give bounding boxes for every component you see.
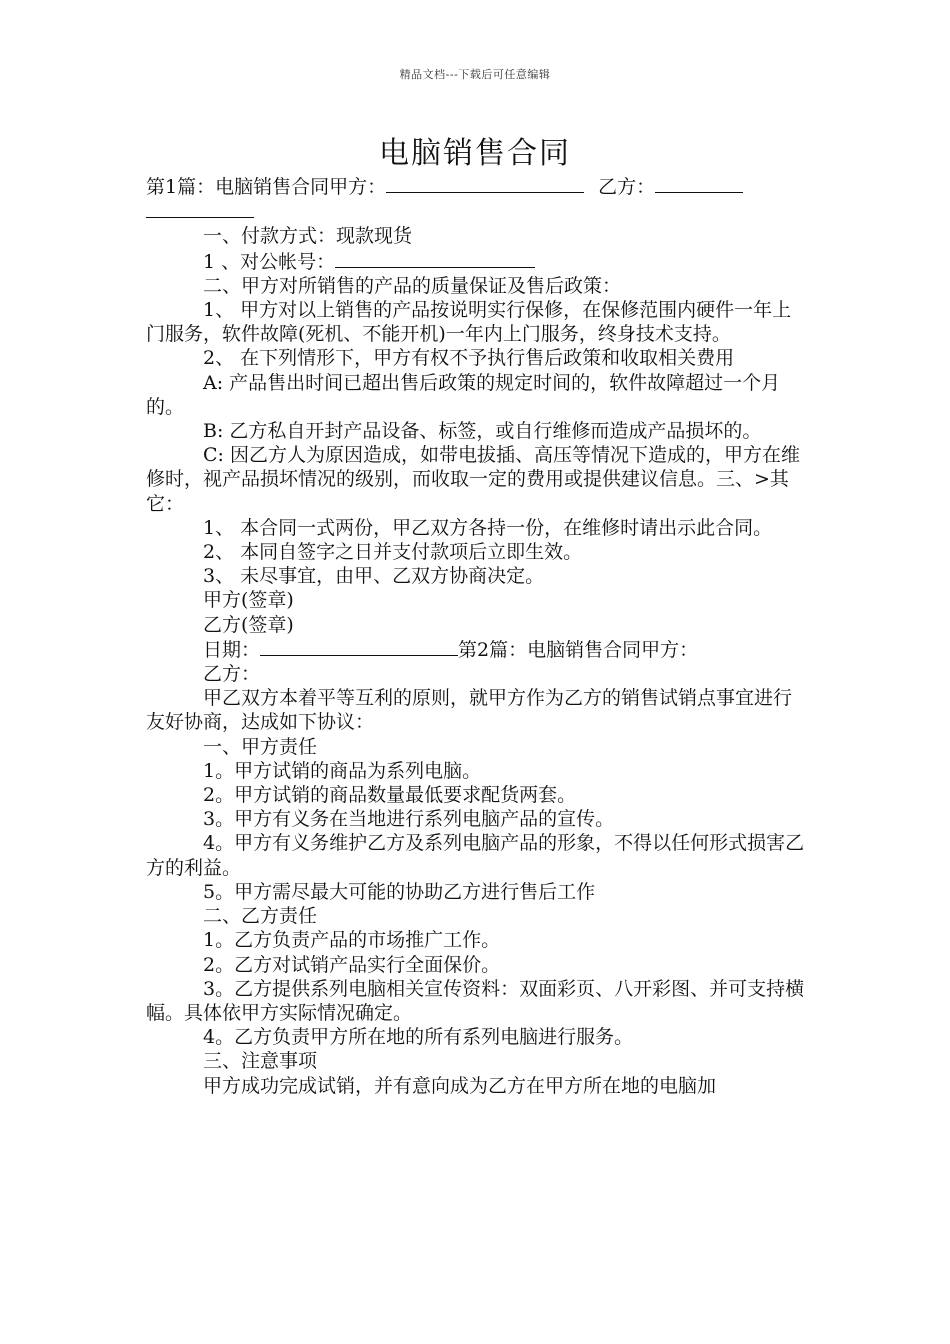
party-b-signature-line: 乙方(签章) [203, 613, 294, 636]
warranty-exception-c: C: 因乙方人为原因造成，如带电拔插、高压等情况下造成的，甲方在维修时，视产品损坏情况的级别，而收取一定的费用或提供建议信息。三、>其它： [146, 444, 800, 515]
paragraph-first-article-parties [146, 174, 810, 224]
party-b-duty-3: 3。乙方提供系列电脑相关宣传资料：双面彩页、八开彩图、并可支持横幅。具体依甲方实际情况确定。 [146, 977, 805, 1024]
bank-account-line [146, 249, 810, 274]
notes-heading: 三、注意事项 [203, 1050, 318, 1073]
other-clause-1: 1、 本合同一式两份，甲乙双方各持一份，在维修时请出示此合同。 [203, 516, 773, 539]
bank-account-blank-line [335, 249, 535, 268]
party-a-signature-line: 甲方(签章) [203, 589, 294, 612]
party-a-blank-line [386, 174, 584, 193]
warranty-clause-1: 1、 甲方对以上销售的产品按说明实行保修，在保修范围内硬件一年上门服务，软件故障(死机、不能开机)一年内上门服务，终身技术支持。 [146, 299, 792, 346]
other-clause-2: 2、 本同自签字之日并支付款项后立即生效。 [203, 541, 583, 564]
party-a-duties-heading: 一、甲方责任 [203, 735, 318, 758]
first-article-heading: 第1篇：电脑销售合同甲方： [146, 176, 387, 198]
party-b-blank-line [655, 174, 743, 193]
document-body [146, 174, 810, 1098]
payment-method-line: 一、付款方式：现款现货 [203, 225, 413, 248]
party-b-blank-line-continued [146, 199, 254, 218]
party-b-label: 乙方： [598, 176, 656, 198]
party-b-duties-heading: 二、乙方责任 [203, 905, 318, 928]
agreement-preamble: 甲乙双方本着平等互利的原则，就甲方作为乙方的销售试销点事宜进行友好协商，达成如下协议： [146, 687, 793, 734]
date-and-second-article-line [146, 637, 810, 662]
document-title: 电脑销售合同 [379, 136, 571, 171]
notes-paragraph: 甲方成功完成试销，并有意向成为乙方在甲方所在地的电脑加 [203, 1074, 717, 1097]
warranty-clause-2: 2、 在下列情形下，甲方有权不予执行售后政策和收取相关费用 [203, 347, 735, 370]
second-article-heading: 第2篇：电脑销售合同甲方： [458, 638, 699, 661]
party-a-duty-4: 4。甲方有义务维护乙方及系列电脑产品的形象，不得以任何形式损害乙方的利益。 [146, 832, 805, 879]
warranty-exception-b: B: 乙方私自开封产品设备、标签，或自行维修而造成产品损坏的。 [203, 420, 762, 443]
date-blank-line [260, 637, 458, 656]
party-a-duty-3: 3。甲方有义务在当地进行系列电脑产品的宣传。 [203, 808, 615, 831]
bank-account-label: 1 、对公帐号： [203, 250, 336, 273]
party-b-duty-4: 4。乙方负责甲方所在地的所有系列电脑进行服务。 [203, 1026, 634, 1049]
party-a-duty-1: 1。甲方试销的商品为系列电脑。 [203, 759, 482, 782]
party-a-duty-5: 5。甲方需尽最大可能的协助乙方进行售后工作 [203, 880, 596, 903]
party-b-duty-2: 2。乙方对试销产品实行全面保价。 [203, 953, 501, 976]
second-article-party-b: 乙方： [203, 663, 261, 686]
date-label: 日期： [203, 638, 261, 661]
party-b-duty-1: 1。乙方负责产品的市场推广工作。 [203, 929, 501, 952]
page-header-note: 精品文档---下载后可任意编辑 [399, 68, 551, 81]
quality-warranty-heading: 二、甲方对所销售的产品的质量保证及售后政策： [203, 274, 622, 297]
warranty-exception-a: A: 产品售出时间已超出售后政策的规定时间的，软件故障超过一个月的。 [146, 371, 781, 418]
party-a-duty-2: 2。甲方试销的商品数量最低要求配货两套。 [203, 784, 577, 807]
other-clause-3: 3、 未尽事宜，由甲、乙双方协商决定。 [203, 565, 545, 588]
